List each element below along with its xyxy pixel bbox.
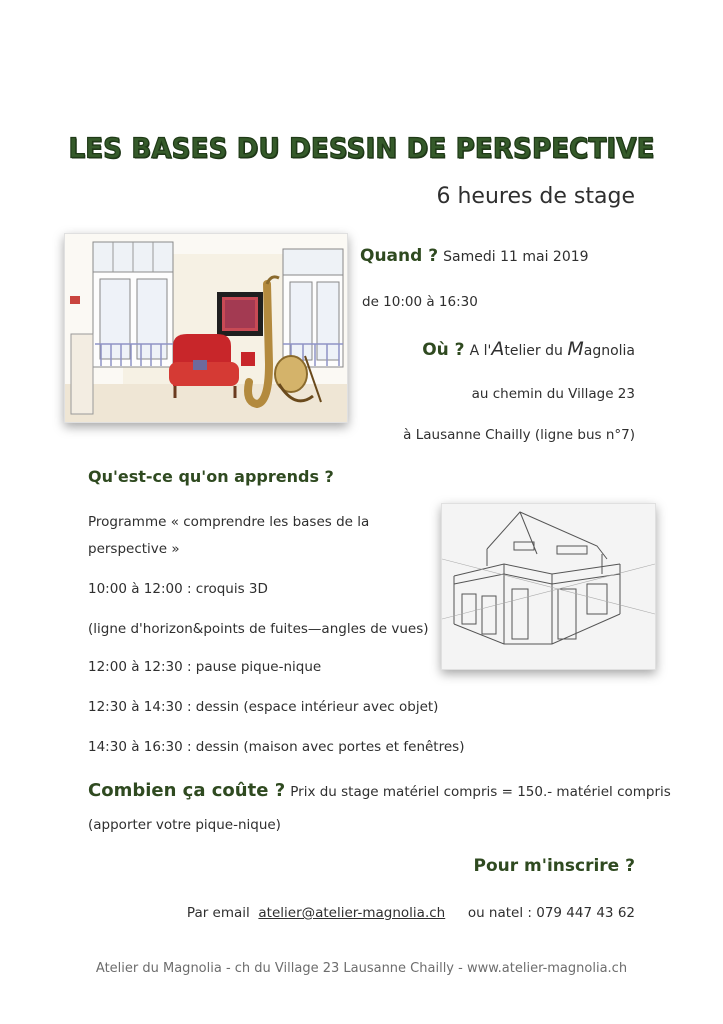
house-sketch-photo [441,503,656,670]
program-intro-line-1: Programme « comprendre les bases de la [88,514,370,530]
price-label: Combien ça coûte ? [88,780,286,801]
email-prefix: Par email [186,905,250,921]
register-label: Pour m'inscrire ? [473,856,635,876]
page-title: LES BASES DU DESSIN DE PERSPECTIVE [68,133,655,165]
where-place-initial-m: M [567,338,584,360]
phone-number: ou natel : 079 447 43 62 [467,905,635,921]
where-line [422,338,635,360]
where-label: Où ? [422,340,465,360]
program-heading: Qu'est-ce qu'on apprends ? [88,467,334,486]
program-item: (ligne d'horizon&points de fuites—angles de vues) [88,621,429,637]
where-address-1: au chemin du Village 23 [471,386,635,402]
when-line [360,246,589,266]
interior-drawing-image [65,234,347,422]
program-item: 12:00 à 12:30 : pause pique-nique [88,659,322,675]
when-date: Samedi 11 mai 2019 [443,249,589,265]
house-sketch-image [442,504,655,669]
page-subtitle: 6 heures de stage [436,184,635,209]
when-time: de 10:00 à 16:30 [362,294,478,310]
program-item: 14:30 à 16:30 : dessin (maison avec portes et fenêtres) [88,739,465,755]
price-line [88,780,671,801]
where-place-prefix: A l' [469,343,492,359]
price-text: Prix du stage matériel compris = 150.- matériel compris [290,784,671,800]
program-item: 10:00 à 12:00 : croquis 3D [88,581,268,597]
when-label: Quand ? [360,246,439,266]
interior-drawing-photo [64,233,348,423]
program-item: 12:30 à 14:30 : dessin (espace intérieur avec objet) [88,699,439,715]
program-intro-line-2: perspective » [88,541,180,557]
email-link[interactable]: atelier@atelier-magnolia.ch [258,905,446,921]
where-place-mid: telier du [504,343,568,359]
where-place-end: agnolia [583,343,635,359]
price-note: (apporter votre pique-nique) [88,817,281,833]
register-contact [187,905,635,921]
where-address-2: à Lausanne Chailly (ligne bus n°7) [403,427,635,443]
where-place-initial-a: A [491,338,505,360]
where-place [469,338,635,360]
footer: Atelier du Magnolia - ch du Village 23 Lausanne Chailly - www.atelier-magnolia.ch [95,961,628,976]
